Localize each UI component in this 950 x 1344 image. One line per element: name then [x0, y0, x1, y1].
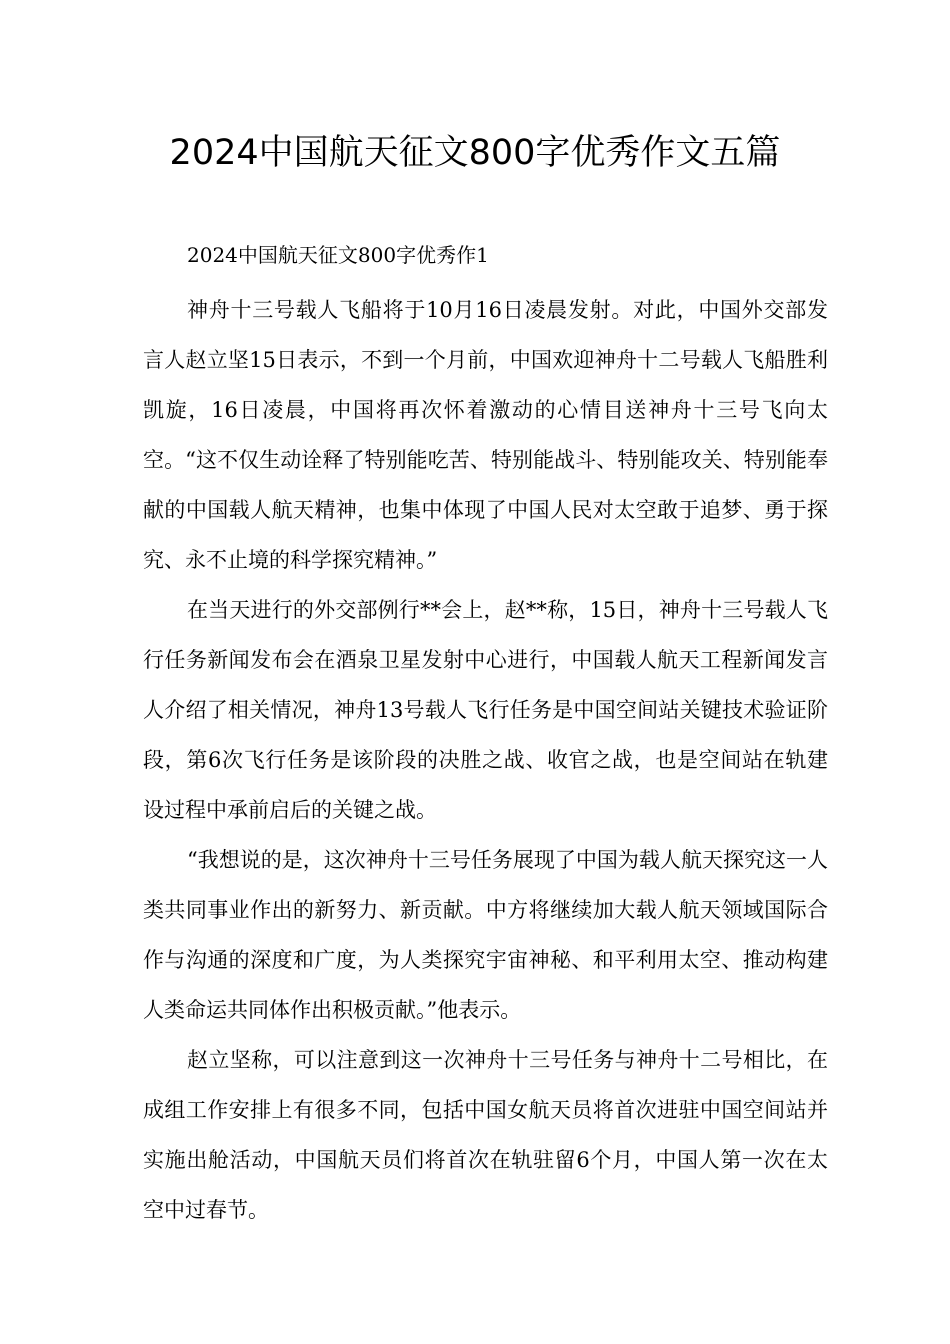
paragraph-3: “我想说的是，这次神舟十三号任务展现了中国为载人航天探究这一人类共同事业作出的新努力、新贡献。中方将继续加大载人航天领域国际合作与沟通的深度和广度，为人类探究宇宙神秘、和平利用太空、推动构建人类命运共同体作出积极贡献。”他表示。 [143, 848, 828, 1022]
paragraph-2: 在当天进行的外交部例行**会上，赵**称，15日，神舟十三号载人飞行任务新闻发布会在酒泉卫星发射中心进行，中国载人航天工程新闻发言人介绍了相关情况，神舟13号载人飞行任务是中国空间站关键技术验证阶段，第6次飞行任务是该阶段的决胜之战、收官之战，也是空间站在轨建设过程中承前启后的关键之战。 [143, 598, 828, 822]
essay-subheading: 2024中国航天征文800字优秀作1 [187, 243, 489, 267]
document-body [143, 230, 828, 1235]
paragraph-1: 神舟十三号载人飞船将于10月16日凌晨发射。对此，中国外交部发言人赵立坚15日表示，不到一个月前，中国欢迎神舟十二号载人飞船胜利凯旋，16日凌晨，中国将再次怀着激动的心情目送神舟十三号飞向太空。“这不仅生动诠释了特别能吃苦、特别能战斗、特别能攻关、特别能奉献的中国载人航天精神，也集中体现了中国人民对太空敢于追梦、勇于探究、永不止境的科学探究精神。” [143, 298, 828, 572]
document-title: 2024中国航天征文800字优秀作文五篇 [169, 133, 781, 173]
paragraph-4: 赵立坚称，可以注意到这一次神舟十三号任务与神舟十二号相比，在成组工作安排上有很多不同，包括中国女航天员将首次进驻中国空间站并实施出舱活动，中国航天员们将首次在轨驻留6个月，中国人第一次在太空中过春节。 [143, 1048, 828, 1222]
